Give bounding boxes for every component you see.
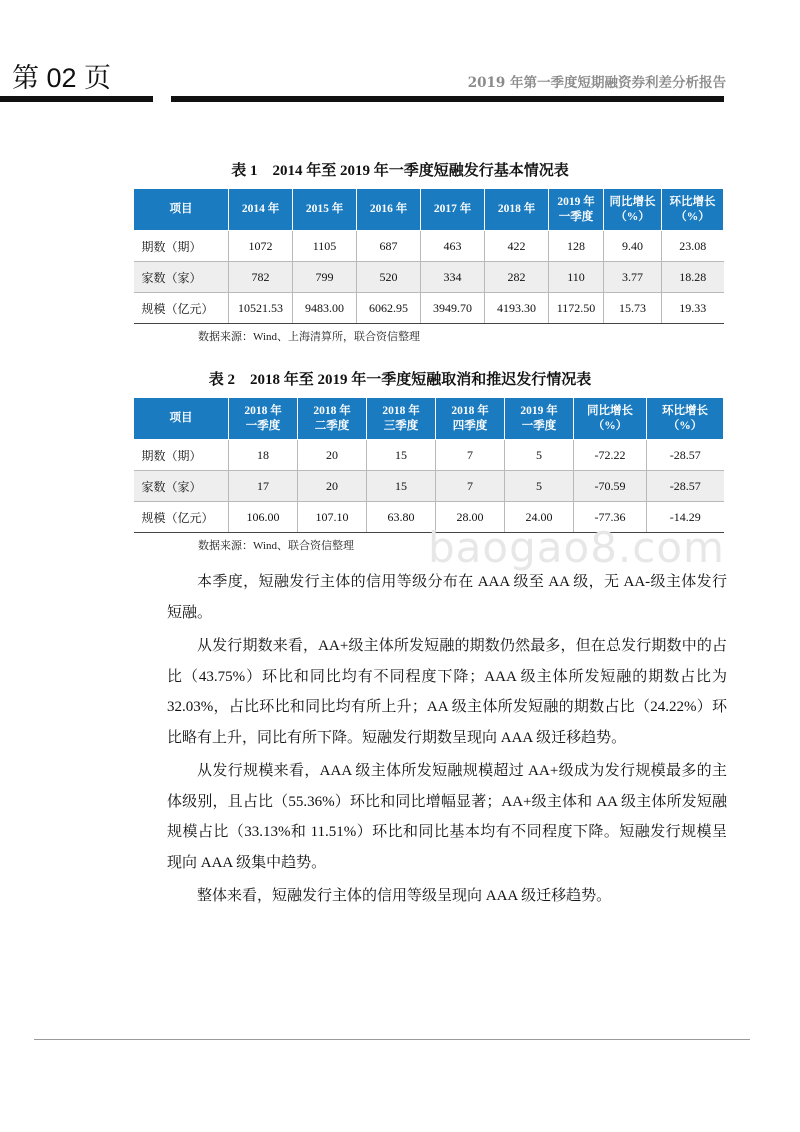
table2-header-cell: 2018 年 一季度	[229, 398, 298, 440]
table-cell: 687	[357, 231, 421, 262]
table-cell: 6062.95	[357, 293, 421, 324]
table2-header-cell: 2018 年 四季度	[436, 398, 505, 440]
table-cell: 15	[367, 471, 436, 502]
table-cell: 1105	[293, 231, 357, 262]
table-cell: 63.80	[367, 502, 436, 533]
body-text	[167, 567, 727, 915]
paragraph: 整体来看，短融发行主体的信用等级呈现向 AAA 级迁移趋势。	[197, 888, 612, 904]
table-cell: 107.10	[298, 502, 367, 533]
table2-header-row	[134, 398, 724, 440]
table1-header-row	[134, 189, 724, 231]
table-cell: 110	[549, 262, 604, 293]
table1-header-cell: 2016 年	[357, 189, 421, 231]
table-row	[134, 262, 724, 293]
table1-header-cell: 2019 年 一季度	[549, 189, 604, 231]
paragraph: 从发行规模来看，AAA 级主体所发短融规模超过 AA+级成为发行规模最多的主体级别，且占比（55.36%）环比和同比增幅显著；AA+级主体和 AA 级主体所发短融规模占比（33.13%和 11.51%）环比和同比基本均有不同程度下降。短融发行规模呈现向 AAA 级集中趋势。	[167, 763, 727, 871]
table2-source-note: 数据来源：Wind、联合资信整理	[198, 540, 354, 552]
table-cell: -70.59	[574, 471, 647, 502]
table-cell: 4193.30	[485, 293, 549, 324]
table-cell: 7	[436, 440, 505, 471]
table-cell: 9.40	[604, 231, 662, 262]
paragraph: 从发行期数来看，AA+级主体所发短融的期数仍然最多，但在总发行期数中的占比（43.75%）环比和同比均有不同程度下降；AAA 级主体所发短融的期数占比为 32.03%，占比环比和同比均有所上升；AA 级主体所发短融的期数占比（24.22%）环比略有上升，同比有所下降。短融发行期数呈现向 AAA 级迁移趋势。	[167, 638, 727, 746]
table-row	[134, 440, 724, 471]
table-cell: 128	[549, 231, 604, 262]
table-cell: -14.29	[647, 502, 724, 533]
table-cell: 520	[357, 262, 421, 293]
table-cell: 20	[298, 440, 367, 471]
table-cell: 334	[421, 262, 485, 293]
header-bar-right	[171, 96, 724, 102]
paragraph: 本季度，短融发行主体的信用等级分布在 AAA 级至 AA 级，无 AA-级主体发行短融。	[167, 574, 727, 621]
table1-header-cell: 2017 年	[421, 189, 485, 231]
table1-caption: 表 1 2014 年至 2019 年一季度短融发行基本情况表	[231, 163, 569, 179]
table-cell: 799	[293, 262, 357, 293]
table1-source-note: 数据来源：Wind、上海清算所，联合资信整理	[198, 331, 420, 343]
table-cell: 463	[421, 231, 485, 262]
table-cell: 1072	[229, 231, 293, 262]
table-cell: -72.22	[574, 440, 647, 471]
table2-caption: 表 2 2018 年至 2019 年一季度短融取消和推迟发行情况表	[208, 372, 592, 388]
table2-header-cell: 2018 年 二季度	[298, 398, 367, 440]
table-cell: 106.00	[229, 502, 298, 533]
table1-header-cell: 2014 年	[229, 189, 293, 231]
table-cell: 23.08	[662, 231, 724, 262]
table-cell: 家数（家）	[134, 262, 229, 293]
table-cell: 7	[436, 471, 505, 502]
table-cell: 家数（家）	[134, 471, 229, 502]
table-cell: 15.73	[604, 293, 662, 324]
table-cell: 17	[229, 471, 298, 502]
table-cell: 282	[485, 262, 549, 293]
header-bar-left	[0, 96, 153, 102]
table-cell: -28.57	[647, 440, 724, 471]
table-cell: 28.00	[436, 502, 505, 533]
table-cell: 规模（亿元）	[134, 293, 229, 324]
table1-header-cell: 同比增长 （%）	[604, 189, 662, 231]
table-cell: 5	[505, 440, 574, 471]
table2-header-cell: 2019 年 一季度	[505, 398, 574, 440]
table-cell: 20	[298, 471, 367, 502]
table-cell: 10521.53	[229, 293, 293, 324]
table2-header-cell: 环比增长 （%）	[647, 398, 724, 440]
table-cell: 782	[229, 262, 293, 293]
table1-header-cell: 2015 年	[293, 189, 357, 231]
footer-divider	[34, 1039, 750, 1040]
table-cell: 期数（期）	[134, 231, 229, 262]
table-cell: 19.33	[662, 293, 724, 324]
table2-header-cell: 项目	[134, 398, 229, 440]
table-cell: 3.77	[604, 262, 662, 293]
table-row	[134, 471, 724, 502]
table-cell: -28.57	[647, 471, 724, 502]
table-row	[134, 293, 724, 324]
watermark: baogao8.com	[428, 523, 725, 572]
table-cell: 15	[367, 440, 436, 471]
table-cell: 规模（亿元）	[134, 502, 229, 533]
table1-header-cell: 2018 年	[485, 189, 549, 231]
table2-header-cell: 2018 年 三季度	[367, 398, 436, 440]
table2-header-cell: 同比增长 （%）	[574, 398, 647, 440]
table-cell: 18	[229, 440, 298, 471]
table-cell: -77.36	[574, 502, 647, 533]
table1-issuance-basics	[133, 188, 724, 324]
table-cell: 1172.50	[549, 293, 604, 324]
report-title: 2019 年第一季度短期融资券利差分析报告	[467, 75, 726, 91]
table-cell: 期数（期）	[134, 440, 229, 471]
page-number: 第 02 页	[12, 63, 112, 93]
table-cell: 9483.00	[293, 293, 357, 324]
table1-header-cell: 环比增长 （%）	[662, 189, 724, 231]
table1-header-cell: 项目	[134, 189, 229, 231]
table-cell: 422	[485, 231, 549, 262]
table-cell: 24.00	[505, 502, 574, 533]
table2-cancelled-postponed	[133, 397, 724, 533]
table-cell: 3949.70	[421, 293, 485, 324]
table-cell: 18.28	[662, 262, 724, 293]
table-cell: 5	[505, 471, 574, 502]
table-row	[134, 231, 724, 262]
